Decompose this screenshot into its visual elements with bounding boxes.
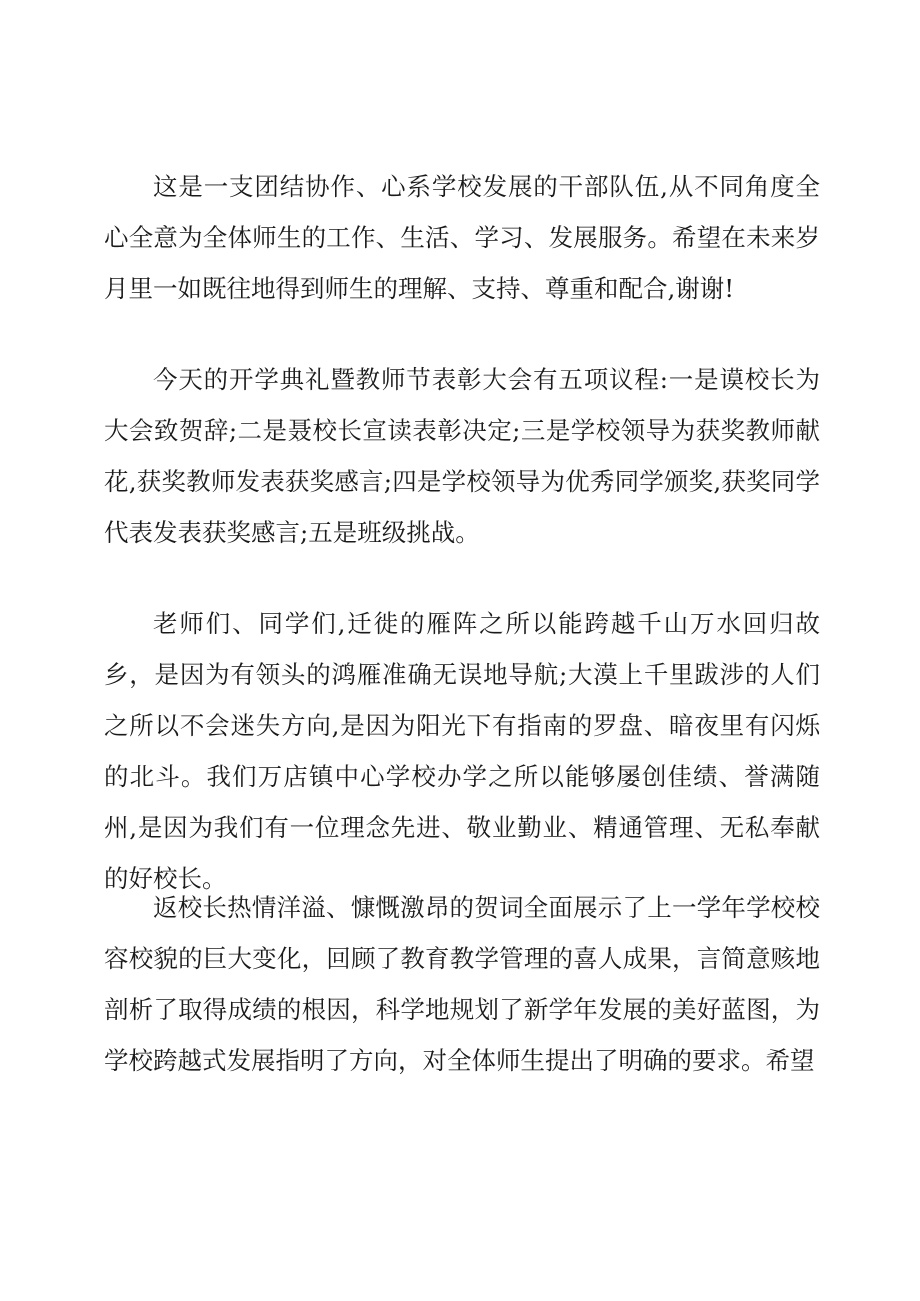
paragraph-1: 这是一支团结协作、心系学校发展的干部队伍,从不同角度全心全意为全体师生的工作、生活、学习、发展服务。希望在未来岁月里一如既往地得到师生的理解、支持、尊重和配合,谢谢! <box>104 172 820 303</box>
paragraph-3: 老师们、同学们,迁徙的雁阵之所以能跨越千山万水回归故乡，是因为有领头的鸿雁准确无误地导航;大漠上千里跋涉的人们之所以不会迷失方向,是因为阳光下有指南的罗盘、暗夜里有闪烁的北斗。我们万店镇中心学校办学之所以能够屡创佳绩、誉满随州,是因为我们有一位理念先进、敬业勤业、精通管理、无私奉献的好校长。 <box>104 609 820 893</box>
paragraph-2: 今天的开学典礼暨教师节表彰大会有五项议程:一是谟校长为大会致贺辞;二是聂校长宣读表彰决定;三是学校领导为获奖教师献花,获奖教师发表获奖感言;四是学校领导为优秀同学颁奖,获奖同学代表发表获奖感言;五是班级挑战。 <box>104 365 820 547</box>
paragraph-4: 返校长热情洋溢、慷慨激昂的贺词全面展示了上一学年学校校容校貌的巨大变化，回顾了教育教学管理的喜人成果，言简意赅地剖析了取得成绩的根因，科学地规划了新学年发展的美好蓝图，为学校跨越式发展指明了方向，对全体师生提出了明确的要求。希望 <box>104 893 820 1075</box>
